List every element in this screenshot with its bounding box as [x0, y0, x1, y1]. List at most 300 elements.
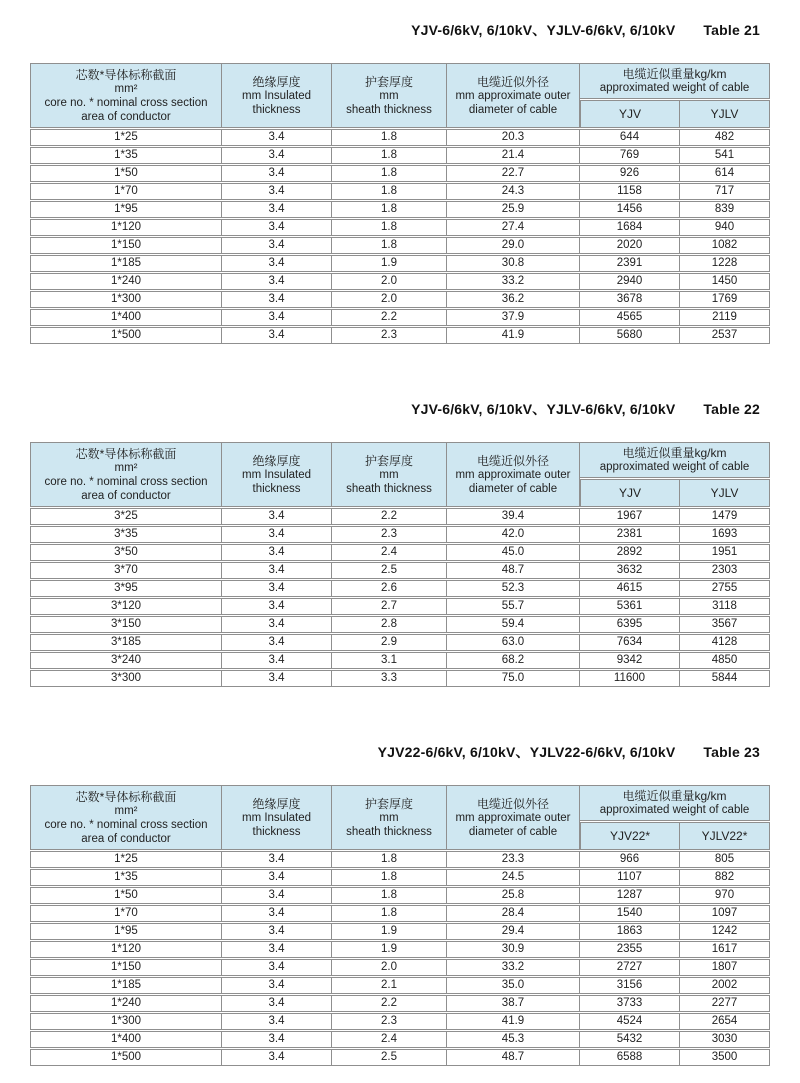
table-cell: 3.4 [222, 147, 332, 164]
table-row [30, 526, 770, 543]
header-sheath-column [332, 63, 447, 128]
table-section-21 [30, 20, 770, 345]
table-row [30, 327, 770, 344]
table-row [30, 995, 770, 1012]
table-cell: 48.7 [447, 562, 580, 579]
table-cell: 29.0 [447, 237, 580, 254]
header-diameter-en1: mm approximate outer [455, 468, 571, 481]
table-cell: 1*50 [30, 887, 222, 904]
header-weight-yjv: YJV [580, 479, 680, 507]
table-cell: 3*50 [30, 544, 222, 561]
table-cell: 5361 [580, 598, 680, 615]
header-weight-yjlv22: YJLV22* [680, 822, 770, 850]
table-cell: 3.4 [222, 887, 332, 904]
table-cell: 4615 [580, 580, 680, 597]
header-core-en1: core no. * nominal cross section [44, 475, 208, 488]
table-cell: 3.4 [222, 165, 332, 182]
table-21-body [30, 129, 770, 344]
table-cell: 1.8 [332, 237, 447, 254]
table-cell: 1693 [680, 526, 770, 543]
table-cell: 1.8 [332, 851, 447, 868]
table-cell: 5844 [680, 670, 770, 687]
table-cell: 9342 [580, 652, 680, 669]
table-21-title-text: YJV-6/6kV, 6/10kV、YJLV-6/6kV, 6/10kV [411, 22, 676, 38]
table-cell: 3*150 [30, 616, 222, 633]
table-row [30, 237, 770, 254]
table-cell: 7634 [580, 634, 680, 651]
table-row [30, 165, 770, 182]
table-cell: 63.0 [447, 634, 580, 651]
table-cell: 966 [580, 851, 680, 868]
table-cell: 2.5 [332, 562, 447, 579]
table-cell: 1.8 [332, 869, 447, 886]
table-cell: 2.4 [332, 544, 447, 561]
table-row [30, 201, 770, 218]
table-cell: 2119 [680, 309, 770, 326]
table-row [30, 183, 770, 200]
header-insulation-zh: 绝缘厚度 [252, 796, 301, 811]
table-section-22 [30, 399, 770, 688]
header-weight-zh: 电缆近似重量kg/km [622, 789, 727, 803]
table-row [30, 1013, 770, 1030]
table-row [30, 869, 770, 886]
table-cell: 3.4 [222, 923, 332, 940]
table-cell: 1*300 [30, 291, 222, 308]
table-cell: 2.3 [332, 1013, 447, 1030]
table-cell: 3*185 [30, 634, 222, 651]
header-core-zh: 芯数*导体标称截面 [75, 67, 177, 82]
table-cell: 29.4 [447, 923, 580, 940]
header-sheath-en2: sheath thickness [346, 103, 432, 116]
table-row [30, 959, 770, 976]
table-cell: 3*25 [30, 508, 222, 525]
table-cell: 5680 [580, 327, 680, 344]
header-insulation-column [222, 785, 332, 850]
header-weight-group [580, 63, 770, 99]
table-cell: 3*35 [30, 526, 222, 543]
table-cell: 35.0 [447, 977, 580, 994]
table-cell: 6588 [580, 1049, 680, 1066]
header-diameter-en2: diameter of cable [468, 825, 558, 838]
table-row [30, 508, 770, 525]
table-cell: 22.7 [447, 165, 580, 182]
table-cell: 5432 [580, 1031, 680, 1048]
table-cell: 482 [680, 129, 770, 146]
header-insulation-en1: mm Insulated [241, 468, 312, 481]
table-cell: 2.2 [332, 508, 447, 525]
table-cell: 1097 [680, 905, 770, 922]
table-cell: 3.4 [222, 526, 332, 543]
table-cell: 1.9 [332, 941, 447, 958]
table-row [30, 544, 770, 561]
table-cell: 1.8 [332, 165, 447, 182]
table-cell: 3.4 [222, 869, 332, 886]
table-cell: 30.9 [447, 941, 580, 958]
table-row [30, 255, 770, 272]
table-cell: 2277 [680, 995, 770, 1012]
table-cell: 1*25 [30, 129, 222, 146]
table-cell: 1769 [680, 291, 770, 308]
table-cell: 541 [680, 147, 770, 164]
table-row [30, 147, 770, 164]
spec-table-23 [30, 784, 770, 1067]
table-cell: 2654 [680, 1013, 770, 1030]
table-cell: 1*240 [30, 273, 222, 290]
header-insulation-en2: thickness [252, 825, 301, 838]
header-core-en1: core no. * nominal cross section [44, 96, 208, 109]
header-insulation-en2: thickness [252, 482, 301, 495]
table-cell: 882 [680, 869, 770, 886]
table-row [30, 887, 770, 904]
table-23-body [30, 851, 770, 1066]
table-section-23 [30, 742, 770, 1067]
table-cell: 2.2 [332, 309, 447, 326]
table-cell: 1*400 [30, 309, 222, 326]
table-row [30, 129, 770, 146]
table-cell: 1479 [680, 508, 770, 525]
table-cell: 3.4 [222, 670, 332, 687]
table-cell: 2892 [580, 544, 680, 561]
table-row [30, 941, 770, 958]
header-sheath-zh: 护套厚度 [364, 453, 413, 468]
table-cell: 3567 [680, 616, 770, 633]
header-sheath-en1: mm [379, 811, 399, 824]
header-diameter-column [447, 442, 580, 507]
table-cell: 3.4 [222, 327, 332, 344]
table-22-body [30, 508, 770, 687]
table-cell: 2.3 [332, 526, 447, 543]
table-cell: 1807 [680, 959, 770, 976]
header-diameter-zh: 电缆近似外径 [476, 453, 549, 468]
header-insulation-zh: 绝缘厚度 [252, 74, 301, 89]
table-cell: 1082 [680, 237, 770, 254]
header-core-en2: area of conductor [81, 110, 171, 123]
table-cell: 1951 [680, 544, 770, 561]
table-row [30, 1049, 770, 1066]
table-cell: 3.4 [222, 1013, 332, 1030]
table-cell: 3.4 [222, 309, 332, 326]
table-cell: 30.8 [447, 255, 580, 272]
table-cell: 3.4 [222, 183, 332, 200]
header-sheath-en1: mm [379, 89, 399, 102]
table-cell: 6395 [580, 616, 680, 633]
table-cell: 45.0 [447, 544, 580, 561]
table-cell: 2002 [680, 977, 770, 994]
header-insulation-en1: mm Insulated [241, 89, 312, 102]
table-cell: 2020 [580, 237, 680, 254]
table-cell: 23.3 [447, 851, 580, 868]
table-cell: 4565 [580, 309, 680, 326]
table-cell: 41.9 [447, 327, 580, 344]
table-cell: 2940 [580, 273, 680, 290]
table-cell: 926 [580, 165, 680, 182]
spec-table-21 [30, 62, 770, 345]
table-cell: 3*240 [30, 652, 222, 669]
table-cell: 805 [680, 851, 770, 868]
table-cell: 1.8 [332, 905, 447, 922]
table-cell: 48.7 [447, 1049, 580, 1066]
header-diameter-en2: diameter of cable [468, 103, 558, 116]
table-cell: 1*70 [30, 183, 222, 200]
table-cell: 3733 [580, 995, 680, 1012]
table-row [30, 1031, 770, 1048]
table-cell: 3.4 [222, 959, 332, 976]
header-diameter-en1: mm approximate outer [455, 89, 571, 102]
table-cell: 2727 [580, 959, 680, 976]
table-cell: 1*185 [30, 977, 222, 994]
table-22-header [30, 442, 770, 507]
table-cell: 75.0 [447, 670, 580, 687]
table-23-title-text: YJV22-6/6kV, 6/10kV、YJLV22-6/6kV, 6/10kV [377, 744, 676, 760]
table-cell: 3*120 [30, 598, 222, 615]
header-insulation-zh: 绝缘厚度 [252, 453, 301, 468]
header-core-zh: 芯数*导体标称截面 [75, 446, 177, 461]
table-cell: 27.4 [447, 219, 580, 236]
header-sheath-column [332, 442, 447, 507]
header-core-en2: area of conductor [81, 489, 171, 502]
header-sheath-zh: 护套厚度 [364, 74, 413, 89]
table-cell: 45.3 [447, 1031, 580, 1048]
table-cell: 1.8 [332, 219, 447, 236]
spec-table-22 [30, 441, 770, 688]
table-cell: 3.4 [222, 652, 332, 669]
table-row [30, 905, 770, 922]
table-cell: 1*50 [30, 165, 222, 182]
table-cell: 1*500 [30, 1049, 222, 1066]
header-insulation-en2: thickness [252, 103, 301, 116]
table-cell: 21.4 [447, 147, 580, 164]
table-cell: 1*25 [30, 851, 222, 868]
header-weight-yjlv: YJLV [680, 100, 770, 128]
table-cell: 1*185 [30, 255, 222, 272]
table-cell: 1*400 [30, 1031, 222, 1048]
table-row [30, 851, 770, 868]
table-cell: 2.5 [332, 1049, 447, 1066]
table-cell: 3.4 [222, 905, 332, 922]
table-cell: 52.3 [447, 580, 580, 597]
table-cell: 33.2 [447, 959, 580, 976]
table-cell: 1*120 [30, 219, 222, 236]
table-cell: 2.3 [332, 327, 447, 344]
table-cell: 39.4 [447, 508, 580, 525]
header-sheath-en2: sheath thickness [346, 825, 432, 838]
table-cell: 2.0 [332, 291, 447, 308]
table-cell: 769 [580, 147, 680, 164]
header-diameter-column [447, 63, 580, 128]
table-21-label: Table 21 [703, 22, 760, 38]
table-row [30, 291, 770, 308]
table-cell: 3*95 [30, 580, 222, 597]
header-core-unit: mm² [114, 461, 138, 474]
table-cell: 1*500 [30, 327, 222, 344]
table-cell: 1450 [680, 273, 770, 290]
table-cell: 3*300 [30, 670, 222, 687]
table-cell: 3.4 [222, 291, 332, 308]
table-cell: 3.4 [222, 598, 332, 615]
table-22-title-text: YJV-6/6kV, 6/10kV、YJLV-6/6kV, 6/10kV [411, 401, 676, 417]
table-cell: 11600 [580, 670, 680, 687]
table-cell: 2537 [680, 327, 770, 344]
table-cell: 1.9 [332, 923, 447, 940]
table-row [30, 562, 770, 579]
header-insulation-column [222, 442, 332, 507]
table-cell: 4850 [680, 652, 770, 669]
header-sheath-en2: sheath thickness [346, 482, 432, 495]
table-cell: 1*35 [30, 869, 222, 886]
header-core-en2: area of conductor [81, 832, 171, 845]
table-cell: 3.1 [332, 652, 447, 669]
header-diameter-en1: mm approximate outer [455, 811, 571, 824]
table-cell: 2381 [580, 526, 680, 543]
table-cell: 2.4 [332, 1031, 447, 1048]
table-cell: 717 [680, 183, 770, 200]
header-sheath-column [332, 785, 447, 850]
header-diameter-column [447, 785, 580, 850]
table-cell: 3156 [580, 977, 680, 994]
table-cell: 1*240 [30, 995, 222, 1012]
header-core-column [30, 63, 222, 128]
table-row [30, 309, 770, 326]
table-cell: 41.9 [447, 1013, 580, 1030]
table-cell: 970 [680, 887, 770, 904]
table-cell: 2755 [680, 580, 770, 597]
table-21-header [30, 63, 770, 128]
table-cell: 1.9 [332, 255, 447, 272]
table-cell: 1540 [580, 905, 680, 922]
table-cell: 2.1 [332, 977, 447, 994]
table-cell: 42.0 [447, 526, 580, 543]
table-cell: 3.4 [222, 941, 332, 958]
table-cell: 3.4 [222, 580, 332, 597]
table-cell: 1.8 [332, 183, 447, 200]
table-cell: 4128 [680, 634, 770, 651]
header-weight-group [580, 785, 770, 821]
table-cell: 37.9 [447, 309, 580, 326]
table-cell: 1*300 [30, 1013, 222, 1030]
table-cell: 2.0 [332, 273, 447, 290]
table-row [30, 652, 770, 669]
table-row [30, 580, 770, 597]
table-cell: 1863 [580, 923, 680, 940]
header-insulation-column [222, 63, 332, 128]
table-cell: 3.4 [222, 1031, 332, 1048]
table-cell: 24.3 [447, 183, 580, 200]
table-cell: 1967 [580, 508, 680, 525]
table-row [30, 273, 770, 290]
table-cell: 55.7 [447, 598, 580, 615]
table-cell: 28.4 [447, 905, 580, 922]
table-row [30, 598, 770, 615]
table-cell: 3.4 [222, 508, 332, 525]
table-cell: 25.9 [447, 201, 580, 218]
table-cell: 3.4 [222, 129, 332, 146]
table-cell: 1*150 [30, 959, 222, 976]
table-cell: 1617 [680, 941, 770, 958]
table-cell: 3030 [680, 1031, 770, 1048]
header-diameter-zh: 电缆近似外径 [476, 74, 549, 89]
header-sheath-en1: mm [379, 468, 399, 481]
header-core-unit: mm² [114, 82, 138, 95]
table-cell: 1158 [580, 183, 680, 200]
table-cell: 1.8 [332, 129, 447, 146]
header-weight-group [580, 442, 770, 478]
table-cell: 1228 [680, 255, 770, 272]
table-cell: 1*35 [30, 147, 222, 164]
table-cell: 3.4 [222, 851, 332, 868]
table-cell: 3.3 [332, 670, 447, 687]
header-weight-yjv22: YJV22* [580, 822, 680, 850]
header-core-column [30, 785, 222, 850]
table-row [30, 634, 770, 651]
table-22-label: Table 22 [703, 401, 760, 417]
table-cell: 3.4 [222, 219, 332, 236]
table-cell: 38.7 [447, 995, 580, 1012]
table-cell: 2.2 [332, 995, 447, 1012]
table-cell: 2.8 [332, 616, 447, 633]
table-cell: 1.8 [332, 201, 447, 218]
table-cell: 2.0 [332, 959, 447, 976]
table-cell: 3*70 [30, 562, 222, 579]
table-cell: 2391 [580, 255, 680, 272]
table-row [30, 616, 770, 633]
table-23-title [30, 742, 760, 762]
table-cell: 1287 [580, 887, 680, 904]
table-cell: 4524 [580, 1013, 680, 1030]
table-cell: 644 [580, 129, 680, 146]
table-cell: 68.2 [447, 652, 580, 669]
table-cell: 1*70 [30, 905, 222, 922]
table-cell: 3.4 [222, 201, 332, 218]
table-22-title [30, 399, 760, 419]
table-row [30, 923, 770, 940]
table-23-header [30, 785, 770, 850]
table-cell: 1456 [580, 201, 680, 218]
table-cell: 1.8 [332, 147, 447, 164]
table-row [30, 977, 770, 994]
table-cell: 1*120 [30, 941, 222, 958]
table-cell: 24.5 [447, 869, 580, 886]
header-core-zh: 芯数*导体标称截面 [75, 789, 177, 804]
table-cell: 3.4 [222, 273, 332, 290]
table-cell: 3.4 [222, 1049, 332, 1066]
table-21-title [30, 20, 760, 40]
table-cell: 3.4 [222, 562, 332, 579]
header-diameter-zh: 电缆近似外径 [476, 796, 549, 811]
table-cell: 25.8 [447, 887, 580, 904]
header-weight-yjlv: YJLV [680, 479, 770, 507]
table-cell: 3.4 [222, 255, 332, 272]
table-row [30, 670, 770, 687]
table-cell: 3678 [580, 291, 680, 308]
header-diameter-en2: diameter of cable [468, 482, 558, 495]
table-cell: 1.8 [332, 887, 447, 904]
table-cell: 2.9 [332, 634, 447, 651]
header-core-column [30, 442, 222, 507]
header-weight-en: approximated weight of cable [599, 82, 750, 94]
header-weight-yjv: YJV [580, 100, 680, 128]
table-cell: 940 [680, 219, 770, 236]
header-sheath-zh: 护套厚度 [364, 796, 413, 811]
table-cell: 3.4 [222, 977, 332, 994]
table-23-label: Table 23 [703, 744, 760, 760]
header-weight-zh: 电缆近似重量kg/km [622, 67, 727, 81]
table-cell: 3118 [680, 598, 770, 615]
table-cell: 3500 [680, 1049, 770, 1066]
table-cell: 1684 [580, 219, 680, 236]
header-weight-en: approximated weight of cable [599, 804, 750, 816]
table-cell: 3.4 [222, 616, 332, 633]
table-cell: 20.3 [447, 129, 580, 146]
